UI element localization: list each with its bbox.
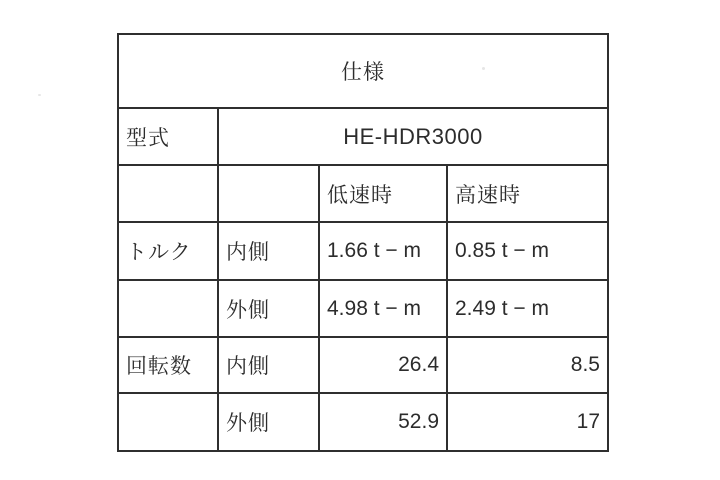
torque-inner-label-cell: 内側 bbox=[218, 222, 319, 280]
high-speed-header-cell: 高速時 bbox=[447, 165, 608, 222]
torque-group-label-cell: トルク bbox=[118, 222, 218, 280]
torque-outer-low-value-cell: 4.98 t − m bbox=[319, 280, 447, 337]
low-speed-header-cell: 低速時 bbox=[319, 165, 447, 222]
empty-cell bbox=[118, 280, 218, 337]
scan-speck bbox=[482, 67, 485, 70]
empty-cell bbox=[118, 393, 218, 451]
rotation-inner-low-value-cell: 26.4 bbox=[319, 337, 447, 393]
rotation-inner-high-value-cell: 8.5 bbox=[447, 337, 608, 393]
scan-speck bbox=[38, 94, 41, 96]
torque-inner-low-value-cell: 1.66 t − m bbox=[319, 222, 447, 280]
rotation-outer-low-value-cell: 52.9 bbox=[319, 393, 447, 451]
spec-title-cell: 仕様 bbox=[118, 34, 608, 108]
rotation-outer-label-cell: 外側 bbox=[218, 393, 319, 451]
torque-outer-high-value-cell: 2.49 t − m bbox=[447, 280, 608, 337]
model-label-cell: 型式 bbox=[118, 108, 218, 165]
empty-cell bbox=[118, 165, 218, 222]
rotation-group-label-cell: 回転数 bbox=[118, 337, 218, 393]
model-value-cell: HE-HDR3000 bbox=[218, 108, 608, 165]
rotation-inner-label-cell: 内側 bbox=[218, 337, 319, 393]
torque-outer-label-cell: 外側 bbox=[218, 280, 319, 337]
empty-cell bbox=[218, 165, 319, 222]
specification-table bbox=[117, 33, 609, 452]
rotation-outer-high-value-cell: 17 bbox=[447, 393, 608, 451]
torque-inner-high-value-cell: 0.85 t − m bbox=[447, 222, 608, 280]
